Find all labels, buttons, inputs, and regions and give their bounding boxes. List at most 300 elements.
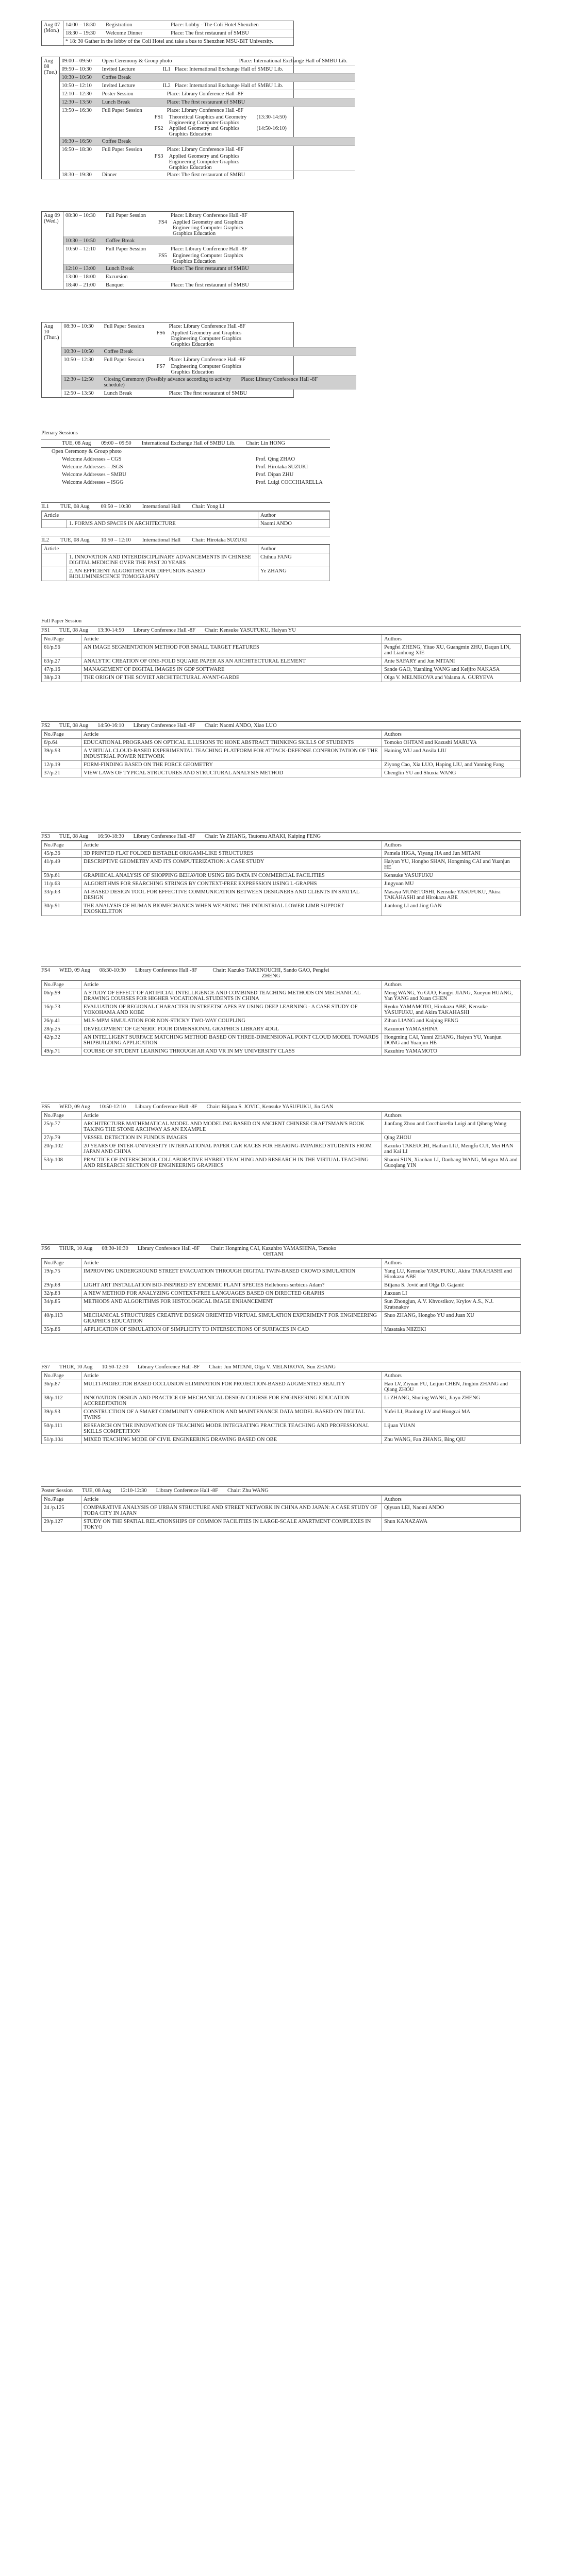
paper-number: 6/p.64 [42, 739, 81, 747]
paper-row [42, 880, 521, 888]
plenary-row [41, 471, 330, 479]
paper-session-header-cell: FS7 [41, 1364, 50, 1370]
schedule-event: Coffee Break [104, 349, 133, 354]
paper-session [41, 721, 521, 777]
paper-number: 42/p.32 [42, 1033, 81, 1047]
invited-author: Naomi ANDO [258, 520, 330, 528]
schedule-event: Lunch Break [102, 99, 130, 105]
paper-authors: Ryoko YAMAMOTO, Hirokazu ABE, Kensuke YASUFUKU, and Akira TAKAHASHI [382, 1003, 521, 1017]
col-authors: Authors [382, 1259, 521, 1267]
session-track [63, 225, 260, 231]
paper-session-header-cell: Chair: Ye ZHANG, Tsutomu ARAKI, Kaiping FENG [205, 834, 321, 839]
invited-header-cell: TUE, 08 Aug [60, 537, 90, 543]
paper-title: A VIRTUAL CLOUD-BASED EXPERIMENTAL TEACHING PLATFORM FOR ATTACK-DEFENSE CONFRONTATION OF THE INDUSTRIAL POWER NETWORK [81, 747, 382, 761]
day-label [42, 21, 63, 45]
paper-number: 19/p.75 [42, 1267, 81, 1281]
schedule-row [60, 137, 355, 145]
paper-title: AN INTELLIGENT SURFACE MATCHING METHOD BASED ON THREE-DIMENSIONAL POINT CLOUD MODEL TOWARDS SHIPBUILDING APPLICATION [81, 1033, 382, 1047]
paper-authors: Pengfei ZHENG, Yitao XU, Guangmin ZHU, Daqun LIN, and Lianhong XIE [382, 643, 521, 657]
schedule-event: Full Paper Session [106, 246, 146, 252]
track-code: FS3 [154, 154, 163, 159]
paper-number: 24 /p.125 [42, 1504, 81, 1518]
schedule-code [235, 376, 239, 389]
day-block-aug08 [41, 57, 348, 179]
schedule-place [165, 74, 283, 81]
invited-header-cell: 09:50 – 10:30 [101, 504, 131, 510]
paper-session-header [41, 1486, 521, 1495]
col-authors: Authors [382, 731, 521, 739]
paper-col-header [42, 841, 521, 850]
track-code [156, 342, 171, 347]
paper-authors: Meng WANG, Yu GUO, Fangyi JIANG, Xueyun HUANG, Yan YANG and Xuan CHEN [382, 989, 521, 1003]
paper-title: INNOVATION DESIGN AND PRACTICE OF MECHANICAL DESIGN COURSE FOR ENGINEERING EDUCATION ACCREDITATION [81, 1394, 382, 1408]
paper-session-header-cell: THUR, 10 Aug [59, 1364, 93, 1370]
paper-session-header-cell: FS6 [41, 1246, 50, 1251]
paper-session-header-cell: TUE, 08 Aug [81, 1488, 111, 1494]
day-date: Aug 07 [44, 22, 60, 28]
track-code [155, 159, 169, 165]
paper-row [42, 1298, 521, 1312]
paper-session-header-cell: FS2 [41, 723, 50, 728]
schedule-row [63, 212, 293, 236]
paper-row [42, 1394, 521, 1408]
paper-number: 33/p.63 [42, 888, 81, 902]
paper-authors: Yang LU, Kensuke YASUFUKU, Akira TAKAHASHI and Hirokazu ABE [382, 1267, 521, 1281]
paper-authors: Kazuko TAKEUCHI, Haihan LIU, Mengfu CUI, Mei HAN and Kai LI [382, 1142, 521, 1156]
paper-col-header [42, 981, 521, 989]
day-block-aug10 [41, 322, 318, 398]
track-code: FS1 [154, 114, 163, 120]
schedule-time: 10:50 – 12:10 [61, 83, 92, 89]
paper-number: 47/p.16 [42, 666, 81, 674]
paper-title: A STUDY OF EFFECT OF ARTIFICIAL INTELLIGENCE AND COMBINED TEACHING METHODS ON MECHANICAL DRAWING COURSES FOR HIGHER VOCATIONAL STUDENTS IN CHINA [81, 989, 382, 1003]
paper-authors: Kazuhiro YAMAMOTO [382, 1047, 521, 1056]
paper-authors: Olga V. MELNIKOVA and Valama A. GURYEVA [382, 674, 521, 682]
paper-number: 29/p.68 [42, 1281, 81, 1290]
schedule-event: Welcome Dinner [106, 30, 143, 36]
schedule-place [165, 138, 283, 145]
paper-row [42, 1120, 521, 1134]
paper-title: A NEW METHOD FOR ANALYZING CONTEXT-FREE LANGUAGES BASED ON DIRECTED GRAPHS [81, 1290, 382, 1298]
paper-row [42, 1290, 521, 1298]
paper-number: 53/p.108 [42, 1156, 81, 1170]
day-weekday: (Tue.) [44, 70, 57, 75]
invited-article: 1. FORMS AND SPACES IN ARCHITECTURE [67, 520, 258, 528]
paper-number: 35/p.86 [42, 1326, 81, 1334]
invited-header-cell: 10:50 – 12:10 [101, 537, 131, 543]
schedule-place: Place: The first restaurant of SMBU [171, 30, 249, 36]
invited-col-header [42, 545, 330, 553]
schedule-event: Coffee Break [106, 238, 135, 244]
invited-header-cell: International Hall [142, 537, 181, 543]
paper-number: 38/p.23 [42, 674, 81, 682]
paper-session-header-cell: 08:30-10:30 [102, 1246, 128, 1251]
paper-row [42, 858, 521, 872]
schedule-place: Place: Library Conference Hall -8F [169, 357, 246, 363]
schedule-time: 12:30 – 13:50 [61, 99, 92, 105]
paper-number: 27/p.79 [42, 1134, 81, 1142]
track-code [158, 259, 173, 264]
schedule-time: 12:30 – 12:50 [63, 377, 94, 382]
schedule-time: 08:30 – 10:30 [65, 213, 96, 218]
paper-session-header-cell: WED, 09 Aug [59, 968, 90, 973]
paper-number: 30/p.91 [42, 902, 81, 916]
schedule-place: Place: Lobby - The Coli Hotel Shenzhen [171, 22, 259, 28]
paper-title: GRAPHICAL ANALYSIS OF SHOPPING BEHAVIOR USING BIG DATA IN COMMERCIAL FACILITIES [81, 872, 382, 880]
schedule-code [164, 29, 169, 37]
day-label [42, 57, 60, 179]
paper-session-header-cell: Library Conference Hall -8F [133, 723, 195, 728]
paper-number: 36/p.87 [42, 1380, 81, 1394]
col-authors: Authors [382, 1496, 521, 1504]
schedule-code [161, 90, 165, 98]
invited-header [41, 502, 330, 511]
paper-session-header-cell: Library Conference Hall -8F [133, 834, 195, 839]
col-article: Article [81, 1372, 382, 1380]
paper-title: ALGORITHMS FOR SEARCHING STRINGS BY CONTEXT-FREE EXPRESSION USING L-GRAPHS [81, 880, 382, 888]
schedule-event: Excursion [106, 274, 128, 280]
paper-authors: Ziyong Cao, Xia LUO, Haping LIU, and Yanning Fang [382, 761, 521, 769]
invited-col-article: Article [42, 512, 258, 520]
invited-header [41, 536, 330, 545]
track-name: Engineering Computer Graphics [171, 336, 241, 342]
paper-row [42, 657, 521, 666]
paper-authors: Tomoko OHTANI and Kazushi MARUYA [382, 739, 521, 747]
track-time: (13:30-14:50) [256, 114, 287, 120]
paper-authors: Qing ZHOU [382, 1134, 521, 1142]
paper-number: 37/p.21 [42, 769, 81, 777]
paper-title: AN IMAGE SEGMENTATION METHOD FOR SMALL TARGET FEATURES [81, 643, 382, 657]
paper-row [42, 1408, 521, 1422]
schedule-row [63, 21, 293, 29]
session-track [63, 253, 260, 259]
paper-authors: Hongming CAI, Yunni ZHANG, Haiyan YU, Yuanjun DONG and Yuanjun HE [382, 1033, 521, 1047]
session-track [60, 159, 257, 165]
paper-session-header-cell: 08:30-10:30 [99, 968, 126, 973]
schedule-place: Place: Library Conference Hall -8F [241, 377, 318, 382]
paper-authors: Haiyan YU, Hongbo SHAN, Hongming CAI and Yuanjun HE [382, 858, 521, 872]
plenary-speaker: Prof. Luigi COCCHIARELLA [256, 480, 323, 485]
col-article: Article [81, 1259, 382, 1267]
schedule-row [63, 29, 293, 37]
session-track [63, 231, 260, 236]
schedule-time: 14:00 – 18:30 [65, 22, 96, 28]
paper-session [41, 832, 521, 916]
paper-row [42, 1142, 521, 1156]
schedule-time: 10:30 – 10:50 [65, 238, 96, 244]
paper-session-header [41, 626, 521, 635]
paper-authors: Masataka NIIZEKI [382, 1326, 521, 1334]
schedule-event: Lunch Break [104, 391, 132, 396]
paper-session-header-cell: TUE, 08 Aug [59, 723, 89, 728]
paper-session-header-cell: FS1 [41, 628, 50, 633]
paper-session-header-cell: FS5 [41, 1104, 50, 1110]
schedule-row [60, 106, 355, 137]
paper-authors: Kensuke YASUFUKU [382, 872, 521, 880]
paper-session-header-cell: FS3 [41, 834, 50, 839]
paper-row [42, 1422, 521, 1436]
paper-session-header-cell: Chair: Zhu WANG [227, 1488, 269, 1494]
paper-row [42, 747, 521, 761]
paper-row [42, 1025, 521, 1033]
session-track [60, 165, 257, 171]
paper-row [42, 902, 521, 916]
paper-session-header-cell: Library Conference Hall -8F [137, 1364, 200, 1370]
schedule-place: Place: Library Conference Hall -8F [167, 91, 244, 97]
invited-lecture-1 [41, 502, 330, 528]
day-weekday: (Wed.) [44, 218, 59, 224]
schedule-list [61, 323, 356, 397]
paper-authors: Zhu WANG, Fan ZHANG, Bing QIU [382, 1436, 521, 1444]
schedule-row [61, 389, 356, 397]
paper-title: MIXED TEACHING MODE OF CIVIL ENGINEERING DRAWING BASED ON OBE [81, 1436, 382, 1444]
schedule-code [164, 245, 169, 253]
schedule-row [60, 98, 355, 106]
invited-row-spacer [42, 567, 67, 581]
track-name: Graphics Education [171, 342, 214, 347]
paper-authors: Biljana S. Jović and Olga D. Gajanić [382, 1281, 521, 1290]
paper-session [41, 1486, 521, 1532]
schedule-code: IL1 [162, 66, 171, 72]
session-track [63, 259, 260, 264]
paper-title: APPLICATION OF SIMULATION OF SIMPLICITY TO INTERSECTIONS OF SURFACES IN CAD [81, 1326, 382, 1334]
col-no: No./Page [42, 1259, 81, 1267]
schedule-code [164, 265, 169, 273]
schedule-place: Place: The first restaurant of SMBU [167, 172, 245, 178]
plenary-header [41, 439, 330, 448]
paper-session-header-cell: Chair: Kazuko TAKENOUCHI, Sando GAO, Pengfei ZHENG [212, 968, 329, 979]
track-name: Graphics Education [169, 165, 212, 171]
paper-title: METHODS AND ALGORITHMS FOR HISTOLOGICAL IMAGE ENHANCEMENT [81, 1298, 382, 1312]
invited-col-author: Author [258, 545, 330, 553]
invited-row-spacer [42, 520, 67, 528]
schedule-row [60, 81, 355, 90]
paper-number: 32/p.83 [42, 1290, 81, 1298]
schedule-event: Full Paper Session [106, 213, 146, 218]
session-track [60, 120, 257, 126]
paper-row [42, 1518, 521, 1532]
plenary-item: Open Ceremony & Group photo [52, 449, 122, 454]
schedule-place: Place: The first restaurant of SMBU [171, 266, 249, 272]
paper-session-header-cell: 10:50-12:10 [99, 1104, 126, 1110]
track-name: Applied Geometry and Graphics [169, 126, 240, 131]
plenary-header-cell: 09:00 – 09:50 [101, 440, 131, 446]
schedule-time: 13:50 – 16:30 [61, 108, 92, 113]
schedule-event: Closing Ceremony (Possibly advance according to activity schedule) [104, 377, 232, 388]
paper-session-header-cell: Library Conference Hall -8F [133, 628, 195, 633]
paper-col-header [42, 1259, 521, 1267]
schedule-event: Poster Session [102, 91, 134, 97]
col-article: Article [81, 841, 382, 850]
track-code [155, 120, 169, 126]
schedule-place: Place: International Exchange Hall of SMBU Lib. [174, 66, 283, 72]
col-authors: Authors [382, 1112, 521, 1120]
schedule-event: Banquet [106, 282, 124, 288]
track-code: FS6 [156, 330, 166, 336]
paper-number: 29/p.127 [42, 1518, 81, 1532]
schedule-event: Coffee Break [102, 75, 131, 80]
col-no: No./Page [42, 981, 81, 989]
schedule-row [61, 375, 356, 389]
col-article: Article [81, 1112, 382, 1120]
session-track [61, 369, 258, 375]
schedule-code [161, 138, 165, 145]
schedule-time: 10:30 – 10:50 [63, 349, 94, 354]
paper-number: 63/p.27 [42, 657, 81, 666]
schedule-row [60, 57, 355, 65]
plenary-item: Welcome Addresses – SMBU [62, 472, 126, 478]
paper-row [42, 1380, 521, 1394]
track-code: FS2 [154, 126, 163, 131]
day-weekday: (Mon.) [44, 28, 59, 33]
paper-session-header-cell: Library Conference Hall -8F [135, 968, 197, 973]
plenary-row [41, 479, 330, 486]
invited-col-article: Article [42, 545, 258, 553]
session-track [61, 342, 258, 347]
paper-session-header-cell: 10:50-12:30 [102, 1364, 128, 1370]
schedule-code: IL2 [162, 83, 171, 89]
schedule-place: Place: Library Conference Hall -8F [171, 246, 247, 252]
col-article: Article [81, 981, 382, 989]
col-no: No./Page [42, 731, 81, 739]
schedule-row [61, 323, 356, 347]
paper-title: MULTI-PROJECTOR BASED OCCLUSION ELIMINATION FOR PROJECTION-BASED AUGMENTED REALITY [81, 1380, 382, 1394]
paper-title: MECHANICAL STRUCTURES CREATIVE DESIGN ORIENTED VIRTUAL SIMULATION EXPERIMENT FOR ENGINEERING GRAPHICS EDUCATION [81, 1312, 382, 1326]
schedule-time: 16:30 – 16:50 [61, 139, 92, 144]
paper-row [42, 888, 521, 902]
schedule-time: 12:10 – 12:30 [61, 91, 92, 97]
paper-authors: Shuo ZHANG, Hongbo YU and Juan XU [382, 1312, 521, 1326]
day-date: Aug 10 [44, 324, 54, 335]
schedule-event: Coffee Break [102, 139, 131, 144]
track-name: Engineering Computer Graphics [169, 159, 240, 165]
schedule-place: Place: Library Conference Hall -8F [167, 108, 244, 113]
schedule-time: 12:50 – 13:50 [63, 391, 94, 396]
track-code: FS4 [158, 219, 167, 225]
full-paper-title: Full Paper Session [41, 618, 82, 624]
plenary-item: Welcome Addresses – JSGS [62, 464, 123, 470]
schedule-place: Place: Library Conference Hall -8F [167, 147, 244, 152]
plenary-header-cell: TUE, 08 Aug [62, 440, 91, 446]
paper-number: 50/p.111 [42, 1422, 81, 1436]
paper-authors: Shaoni SUN, Xiaohan LI, Danbang WANG, Mingxu MA and Guoqiang YIN [382, 1156, 521, 1170]
paper-title: LIGHT ART INSTALLATION BIO-INSPIRED BY ENDEMIC PLANT SPECIES Helleborus serbicus Adam? [81, 1281, 382, 1290]
schedule-time: 09:00 – 09:50 [61, 58, 92, 64]
day-label [42, 323, 61, 397]
schedule-event: Dinner [102, 172, 117, 178]
schedule-row [63, 37, 293, 45]
schedule-time: 18:30 – 19:30 [65, 30, 96, 36]
invited-lecture-2 [41, 536, 330, 581]
schedule-code [164, 237, 169, 245]
schedule-list [63, 212, 293, 289]
invited-row [42, 553, 330, 567]
paper-col-header [42, 1112, 521, 1120]
track-name: Applied Geometry and Graphics [171, 330, 242, 336]
schedule-time: 10:30 – 10:50 [61, 75, 92, 80]
paper-session-header-cell: Poster Session [41, 1488, 73, 1494]
schedule-place: Place: The first restaurant of SMBU [169, 391, 247, 396]
paper-title: COMPARATIVE ANALYSIS OF URBAN STRUCTURE AND STREET NETWORK IN CHINA AND JAPAN: A CASE STUDY OF TODA CITY IN JAPAN [81, 1504, 382, 1518]
schedule-list [63, 21, 293, 45]
paper-col-header [42, 1496, 521, 1504]
paper-col-header [42, 1372, 521, 1380]
schedule-code [161, 107, 165, 114]
paper-session [41, 966, 521, 1056]
paper-row [42, 666, 521, 674]
schedule-row [60, 171, 355, 179]
invited-row [42, 520, 330, 528]
schedule-time: 10:50 – 12:10 [65, 246, 96, 252]
paper-session-header [41, 721, 521, 730]
paper-session-header [41, 1103, 521, 1111]
paper-authors: Masaya MUNETOSHI, Kensuke YASUFUKU, Akira TAKAHASHI and Hirokazu ABE [382, 888, 521, 902]
paper-col-header [42, 731, 521, 739]
paper-row [42, 1134, 521, 1142]
track-code [155, 131, 169, 137]
paper-row [42, 1033, 521, 1047]
track-name: Engineering Computer Graphics [169, 120, 240, 126]
paper-number: 49/p.71 [42, 1047, 81, 1056]
paper-number: 06/p.99 [42, 989, 81, 1003]
paper-title: COURSE OF STUDENT LEARNING THROUGH AR AND VR IN MY UNIVERSITY CLASS [81, 1047, 382, 1056]
paper-number: 59/p.61 [42, 872, 81, 880]
paper-title: EVALUATION OF REGIONAL CHARACTER IN STREETSCAPES BY USING DEEP LEARNING - A CASE STUDY OF YOKOHAMA AND KOBE [81, 1003, 382, 1017]
schedule-row [63, 273, 293, 281]
invited-header-cell: Chair: Hirotaka SUZUKI [192, 537, 247, 543]
paper-row [42, 739, 521, 747]
plenary-row [41, 448, 330, 455]
track-name: Graphics Education [173, 259, 216, 264]
col-authors: Authors [382, 841, 521, 850]
paper-session-header-cell: THUR, 10 Aug [59, 1246, 93, 1251]
paper-title: DEVELOPMENT OF GENERIC FOUR DIMENSIONAL GRAPHICS LIBRARY 4DGL [81, 1025, 382, 1033]
invited-header-cell: IL1 [41, 504, 49, 510]
track-name: Graphics Education [171, 369, 214, 375]
paper-row [42, 1504, 521, 1518]
paper-number: 40/p.113 [42, 1312, 81, 1326]
plenary-row [41, 455, 330, 463]
schedule-event: Registration [106, 22, 133, 28]
paper-title: ARCHITECTURE MATHEMATICAL MODEL AND MODELING BASED ON ANCIENT CHINESE CRAFTSMAN'S BOOK TAKING THE STONE ARCHWAY AS AN EXAMPLE [81, 1120, 382, 1134]
paper-row [42, 769, 521, 777]
paper-row [42, 1312, 521, 1326]
paper-row [42, 1326, 521, 1334]
schedule-row [63, 245, 293, 264]
col-article: Article [81, 635, 382, 643]
schedule-place: Place: Library Conference Hall -8F [169, 324, 246, 329]
day-date: Aug 08 [44, 58, 54, 70]
paper-authors: Kazunori YAMASHINA [382, 1025, 521, 1033]
paper-session-header-cell: Library Conference Hall -8F [135, 1104, 197, 1110]
day-date: Aug 09 [44, 213, 60, 218]
plenary-speaker [254, 448, 330, 455]
col-article: Article [81, 731, 382, 739]
paper-number: 12/p.19 [42, 761, 81, 769]
schedule-place [167, 348, 284, 355]
paper-session-header-cell: Chair: Jun MITANI, Olga V. MELNIKOVA, Sun ZHANG [209, 1364, 336, 1370]
schedule-time: 10:50 – 12:30 [63, 357, 94, 363]
schedule-row [61, 347, 356, 355]
paper-row [42, 1017, 521, 1025]
schedule-event: Full Paper Session [104, 357, 144, 363]
schedule-note: * 18: 30 Gather in the lobby of the Coli Hotel and take a bus to Shenzhen MSU-BIT University. [65, 39, 274, 44]
paper-number: 45/p.36 [42, 850, 81, 858]
track-name: Engineering Computer Graphics [171, 364, 241, 369]
paper-title: STUDY ON THE SPATIAL RELATIONSHIPS OF COMMON FACILITIES IN LARGE-SCALE APARTMENT COMPLEXES IN TOKYO [81, 1518, 382, 1532]
col-no: No./Page [42, 841, 81, 850]
invited-article: 2. AN EFFICIENT ALGORITHM FOR DIFFUSION-BASED BIOLUMINESCENCE TOMOGRAPHY [67, 567, 258, 581]
